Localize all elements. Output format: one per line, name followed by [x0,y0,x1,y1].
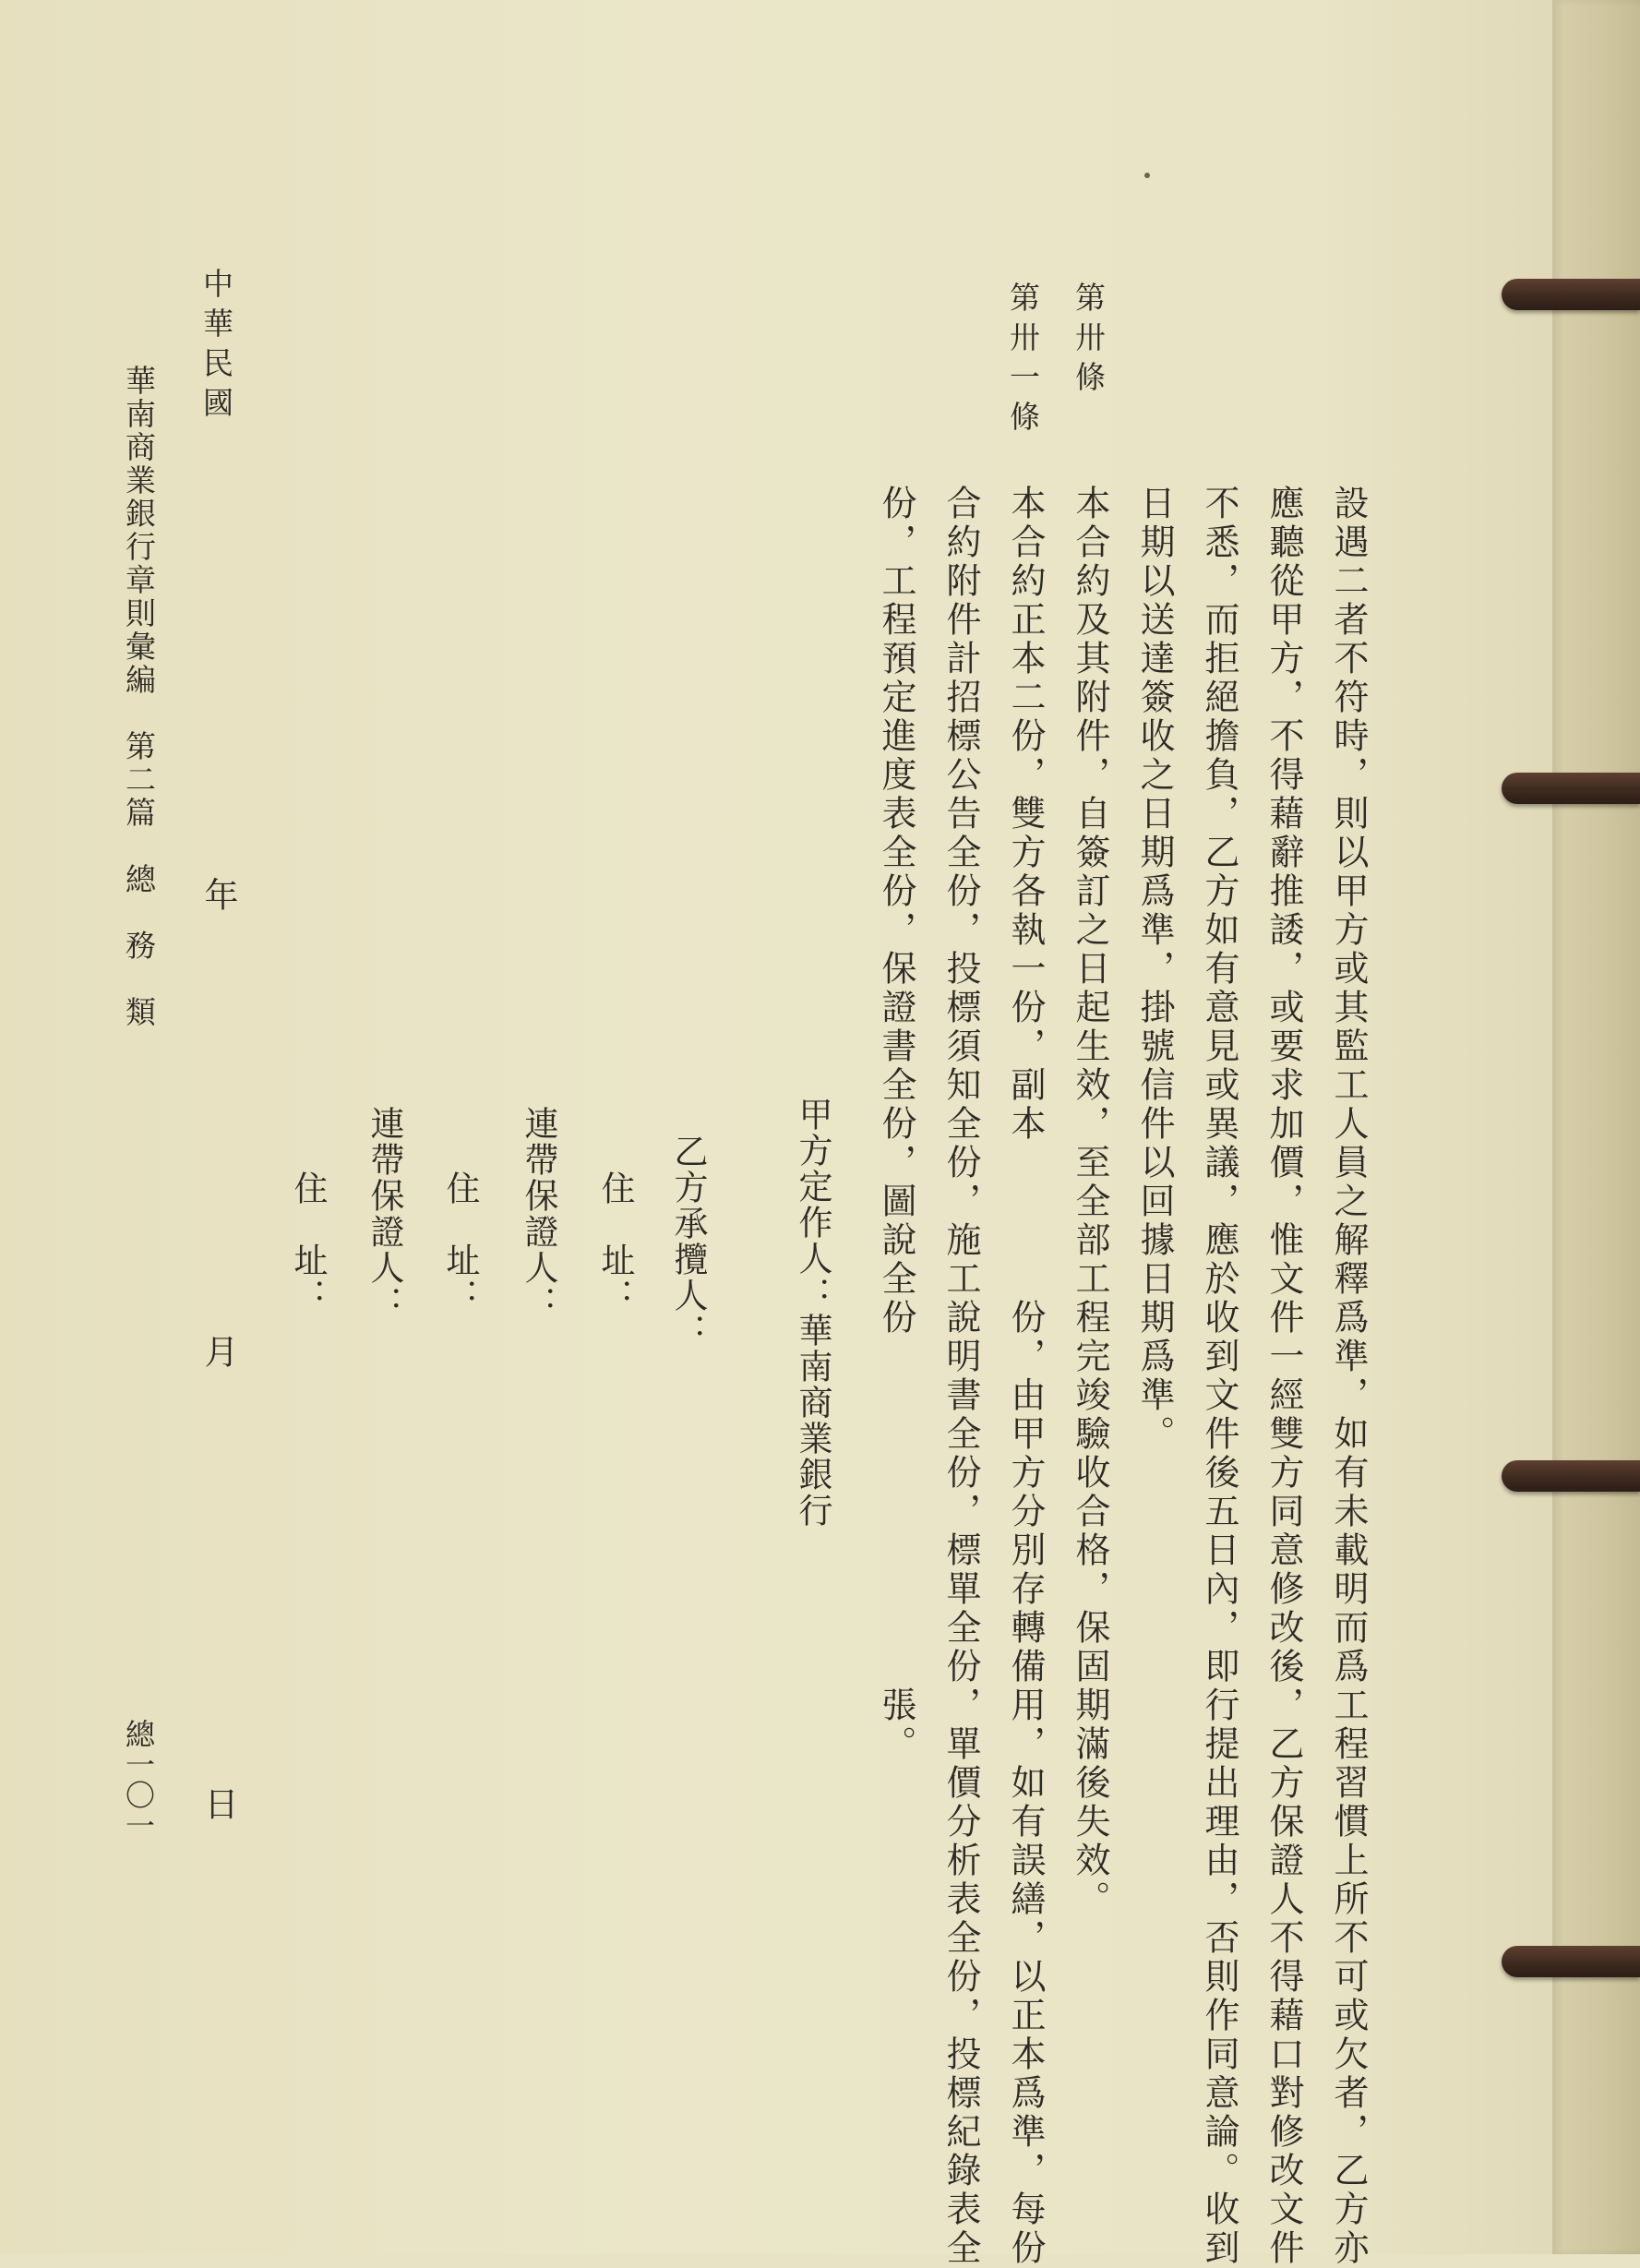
book-title: 華南商業銀行章則彙編 第二篇 總 務 類 [121,365,157,1029]
party-b-contractor: 乙方承攬人： [668,1134,708,1350]
body-line: 設遇二者不符時，則以甲方或其監工人員之解釋爲準，如有未載明而爲工程習慣上所不可或欠者，乙方亦 [1328,485,1369,2268]
date-year: 年 [198,877,238,913]
binding-thread [1502,1460,1640,1492]
address-field: 住 址： [595,1170,635,1314]
paper-speck [1144,173,1150,178]
article-label: 第卅條 [1071,282,1107,401]
article-line: 本合約及其附件，自簽訂之日起生效，至全部工程完竣驗收合格，保固期滿後失效。 [1070,485,1110,1919]
page-number: 總一〇一 [121,1719,156,1841]
binding-thread [1502,773,1640,804]
binding-thread [1502,1946,1640,1977]
binding-thread [1502,279,1640,310]
article-line: 合約附件計招標公告全份，投標須知全份，施工說明書全份，標單全份，單價分析表全份，投標紀錄表全 [940,485,981,2268]
date-era: 中華民國 [198,268,234,426]
date-month: 月 [198,1334,238,1370]
article-label: 第卅一條 [1005,282,1041,440]
address-field: 住 址： [440,1170,480,1314]
body-line: 日期以送達簽收之日期爲準，掛號信件以回據日期爲準。 [1134,485,1175,1454]
guarantor-field: 連帶保證人： [365,1106,404,1322]
guarantor-field: 連帶保證人： [519,1106,558,1322]
article-line: 本合約正本二份，雙方各執一份，副本 份，由甲方分別存轉備用，如有誤繕，以正本爲準，每份 [1005,485,1046,2268]
party-a-contractor: 甲方定作人：華南商業銀行 [793,1097,832,1529]
page-edge [1552,0,1640,2254]
body-line: 應聽從甲方，不得藉辭推諉，或要求加價，惟文件一經雙方同意修改後，乙方保證人不得藉口對修改文件 [1263,485,1304,2268]
article-line: 份，工程預定進度表全份，保證書全份，圖說全份 張。 [876,485,916,1764]
date-day: 日 [198,1786,238,1822]
body-line: 不悉，而拒絕擔負，乙方如有意見或異議，應於收到文件後五日內，即行提出理由，否則作同意論。收到 [1199,485,1239,2268]
address-field: 住 址： [288,1170,328,1314]
